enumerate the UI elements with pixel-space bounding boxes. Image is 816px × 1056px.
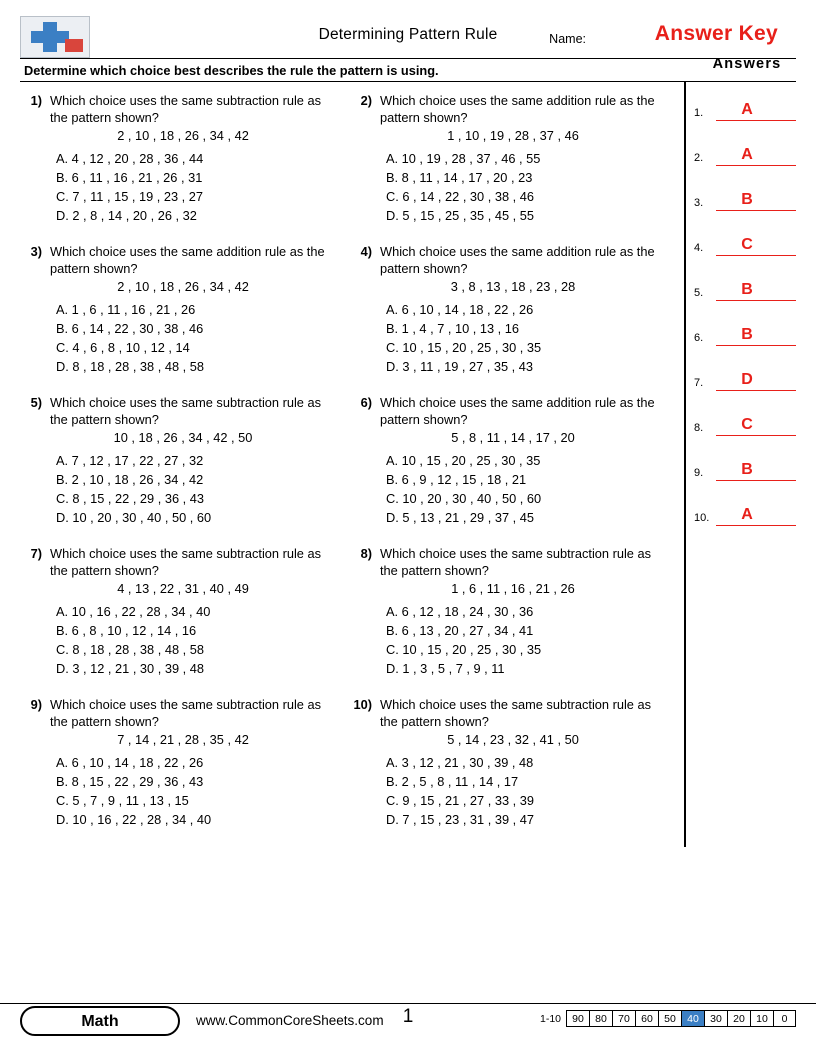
choice-a[interactable]: A. 6 , 10 , 14 , 18 , 22 , 26 [56, 755, 204, 770]
questions-area [20, 82, 680, 847]
answer-value: C [741, 236, 753, 253]
choice-c[interactable]: C. 8 , 15 , 22 , 29 , 36 , 43 [56, 491, 204, 506]
choice-a[interactable]: A. 6 , 10 , 14 , 18 , 22 , 26 [386, 302, 534, 317]
choice-d[interactable]: D. 5 , 13 , 21 , 29 , 37 , 45 [386, 510, 534, 525]
question-item [350, 696, 680, 829]
website-url[interactable]: www.CommonCoreSheets.com [196, 1013, 384, 1028]
question-item [20, 696, 350, 829]
choice-d[interactable]: D. 7 , 15 , 23 , 31 , 39 , 47 [386, 812, 534, 827]
choice-d[interactable]: D. 2 , 8 , 14 , 20 , 26 , 32 [56, 208, 197, 223]
question-pattern: 7 , 14 , 21 , 28 , 35 , 42 [117, 732, 249, 747]
choice-a[interactable]: A. 10 , 19 , 28 , 37 , 46 , 55 [386, 151, 541, 166]
page-title: Determining Pattern Rule [318, 26, 498, 43]
scale-value: 30 [704, 1010, 727, 1027]
choice-a[interactable]: A. 6 , 12 , 18 , 24 , 30 , 36 [386, 604, 534, 619]
question-number: 4) [360, 244, 372, 259]
question-pattern: 3 , 8 , 13 , 18 , 23 , 28 [450, 279, 576, 294]
question-item [350, 92, 680, 225]
choices-list [20, 296, 338, 376]
question-pattern: 5 , 14 , 23 , 32 , 41 , 50 [447, 732, 579, 747]
choice-b[interactable]: B. 1 , 4 , 7 , 10 , 13 , 16 [386, 321, 520, 336]
question-item [20, 92, 350, 225]
question-item [20, 243, 350, 376]
question-pattern: 10 , 18 , 26 , 34 , 42 , 50 [113, 430, 253, 445]
answer-value: A [741, 101, 753, 118]
answer-value: D [741, 371, 753, 388]
answers-column [684, 56, 800, 847]
answer-number: 4. [694, 242, 704, 254]
choice-d[interactable]: D. 3 , 12 , 21 , 30 , 39 , 48 [56, 661, 204, 676]
question-pattern: 5 , 8 , 11 , 14 , 17 , 20 [451, 430, 575, 445]
footer-divider [0, 1003, 816, 1004]
choice-b[interactable]: B. 6 , 9 , 12 , 15 , 18 , 21 [386, 472, 527, 487]
page-footer [20, 1006, 796, 1042]
question-number: 2) [360, 93, 372, 108]
question-text: Which choice uses the same subtraction rule as the pattern shown? [50, 697, 321, 729]
grading-scale [540, 1010, 796, 1027]
question-pattern: 4 , 13 , 22 , 31 , 40 , 49 [117, 581, 249, 596]
choice-b[interactable]: B. 6 , 13 , 20 , 27 , 34 , 41 [386, 623, 534, 638]
question-item [350, 545, 680, 678]
scale-value: 60 [635, 1010, 658, 1027]
answer-number: 7. [694, 377, 704, 389]
question-pattern: 1 , 6 , 11 , 16 , 21 , 26 [451, 581, 575, 596]
choices-list [350, 598, 668, 678]
choice-b[interactable]: B. 2 , 5 , 8 , 11 , 14 , 17 [386, 774, 519, 789]
answer-value: B [741, 281, 753, 298]
choices-list [20, 145, 338, 225]
choice-a[interactable]: A. 10 , 16 , 22 , 28 , 34 , 40 [56, 604, 211, 619]
answer-number: 8. [694, 422, 704, 434]
question-row [20, 92, 680, 243]
question-row [20, 394, 680, 545]
answer-number: 2. [694, 152, 704, 164]
choice-a[interactable]: A. 10 , 15 , 20 , 25 , 30 , 35 [386, 453, 541, 468]
answer-number: 10. [694, 512, 710, 524]
question-pattern: 1 , 10 , 19 , 28 , 37 , 46 [447, 128, 579, 143]
choices-list [20, 749, 338, 829]
question-number: 3) [30, 244, 42, 259]
answer-key-label: Answer Key [654, 22, 778, 45]
choices-list [350, 296, 668, 376]
choice-d[interactable]: D. 8 , 18 , 28 , 38 , 48 , 58 [56, 359, 204, 374]
question-number: 5) [30, 395, 42, 410]
choice-a[interactable]: A. 1 , 6 , 11 , 16 , 21 , 26 [56, 302, 196, 317]
answer-row [694, 211, 800, 256]
question-text: Which choice uses the same addition rule as the pattern shown? [380, 93, 655, 125]
scale-value-selected: 40 [681, 1010, 704, 1027]
choice-c[interactable]: C. 6 , 14 , 22 , 30 , 38 , 46 [386, 189, 534, 204]
scale-value: 20 [727, 1010, 750, 1027]
answer-row [694, 391, 800, 436]
question-number: 1) [30, 93, 42, 108]
choice-b[interactable]: B. 2 , 10 , 18 , 26 , 34 , 42 [56, 472, 204, 487]
choice-a[interactable]: A. 3 , 12 , 21 , 30 , 39 , 48 [386, 755, 534, 770]
scale-value: 80 [589, 1010, 612, 1027]
answer-number: 9. [694, 467, 704, 479]
choice-c[interactable]: C. 4 , 6 , 8 , 10 , 12 , 14 [56, 340, 190, 355]
answer-row [694, 166, 800, 211]
choice-d[interactable]: D. 3 , 11 , 19 , 27 , 35 , 43 [386, 359, 534, 374]
question-text: Which choice uses the same addition rule as the pattern shown? [380, 244, 655, 276]
choice-a[interactable]: A. 7 , 12 , 17 , 22 , 27 , 32 [56, 453, 204, 468]
choice-c[interactable]: C. 10 , 20 , 30 , 40 , 50 , 60 [386, 491, 542, 506]
page-header [20, 14, 796, 56]
scale-value: 90 [566, 1010, 589, 1027]
question-item [350, 394, 680, 527]
choice-c[interactable]: C. 9 , 15 , 21 , 27 , 33 , 39 [386, 793, 534, 808]
question-number: 7) [30, 546, 42, 561]
choice-b[interactable]: B. 6 , 14 , 22 , 30 , 38 , 46 [56, 321, 204, 336]
answer-value: B [741, 326, 753, 343]
question-text: Which choice uses the same subtraction rule as the pattern shown? [50, 395, 321, 427]
choices-list [20, 598, 338, 678]
question-text: Which choice uses the same subtraction rule as the pattern shown? [380, 546, 651, 578]
question-row [20, 243, 680, 394]
question-text: Which choice uses the same addition rule as the pattern shown? [50, 244, 325, 276]
question-text: Which choice uses the same subtraction rule as the pattern shown? [380, 697, 651, 729]
scale-value: 70 [612, 1010, 635, 1027]
question-number: 6) [360, 395, 372, 410]
choices-list [350, 447, 668, 527]
choice-b[interactable]: B. 6 , 11 , 16 , 21 , 26 , 31 [56, 170, 203, 185]
question-text: Which choice uses the same subtraction rule as the pattern shown? [50, 93, 321, 125]
choice-d[interactable]: D. 5 , 15 , 25 , 35 , 45 , 55 [386, 208, 534, 223]
answers-title: Answers [712, 56, 782, 72]
question-item [350, 243, 680, 376]
answer-row [694, 481, 800, 526]
question-item [20, 545, 350, 678]
choice-d[interactable]: D. 10 , 20 , 30 , 40 , 50 , 60 [56, 510, 212, 525]
answer-row [694, 301, 800, 346]
choice-c[interactable]: C. 10 , 15 , 20 , 25 , 30 , 35 [386, 642, 542, 657]
question-number: 8) [360, 546, 372, 561]
directions-text: Determine which choice best describes the rule the pattern is using. [24, 63, 439, 78]
answer-row [694, 346, 800, 391]
question-row [20, 545, 680, 696]
choices-list [20, 447, 338, 527]
choice-a[interactable]: A. 4 , 12 , 20 , 28 , 36 , 44 [56, 151, 204, 166]
answer-row [694, 256, 800, 301]
answer-number: 6. [694, 332, 704, 344]
scale-value: 10 [750, 1010, 773, 1027]
choice-c[interactable]: C. 7 , 11 , 15 , 19 , 23 , 27 [56, 189, 204, 204]
choice-c[interactable]: C. 5 , 7 , 9 , 11 , 13 , 15 [56, 793, 189, 808]
scale-value: 50 [658, 1010, 681, 1027]
choices-list [350, 749, 668, 829]
answer-value: B [741, 191, 753, 208]
choice-b[interactable]: B. 8 , 11 , 14 , 17 , 20 , 23 [386, 170, 533, 185]
page-number: 1 [402, 1006, 414, 1027]
question-text: Which choice uses the same addition rule as the pattern shown? [380, 395, 655, 427]
answer-value: C [741, 416, 753, 433]
choice-b[interactable]: B. 6 , 8 , 10 , 12 , 14 , 16 [56, 623, 197, 638]
name-label: Name: [549, 32, 586, 46]
scale-value: 0 [773, 1010, 796, 1027]
scale-range-label: 1-10 [539, 1012, 561, 1025]
answer-number: 5. [694, 287, 704, 299]
choice-c[interactable]: C. 10 , 15 , 20 , 25 , 30 , 35 [386, 340, 542, 355]
subject-badge: Math [20, 1006, 180, 1036]
choice-b[interactable]: B. 8 , 15 , 22 , 29 , 36 , 43 [56, 774, 204, 789]
question-item [20, 394, 350, 527]
question-number: 9) [30, 697, 42, 712]
answer-value: B [741, 461, 753, 478]
choice-c[interactable]: C. 8 , 18 , 28 , 38 , 48 , 58 [56, 642, 204, 657]
question-pattern: 2 , 10 , 18 , 26 , 34 , 42 [117, 128, 249, 143]
question-pattern: 2 , 10 , 18 , 26 , 34 , 42 [117, 279, 249, 294]
answer-row [694, 121, 800, 166]
choices-list [350, 145, 668, 225]
answer-value: A [741, 146, 753, 163]
answer-value: A [741, 506, 753, 523]
answer-row [694, 76, 800, 121]
answer-number: 3. [694, 197, 704, 209]
choice-d[interactable]: D. 1 , 3 , 5 , 7 , 9 , 11 [386, 661, 505, 676]
answer-row [694, 436, 800, 481]
answer-number: 1. [694, 107, 704, 119]
question-row [20, 696, 680, 847]
choice-d[interactable]: D. 10 , 16 , 22 , 28 , 34 , 40 [56, 812, 212, 827]
question-number: 10) [353, 697, 372, 712]
question-text: Which choice uses the same subtraction rule as the pattern shown? [50, 546, 321, 578]
